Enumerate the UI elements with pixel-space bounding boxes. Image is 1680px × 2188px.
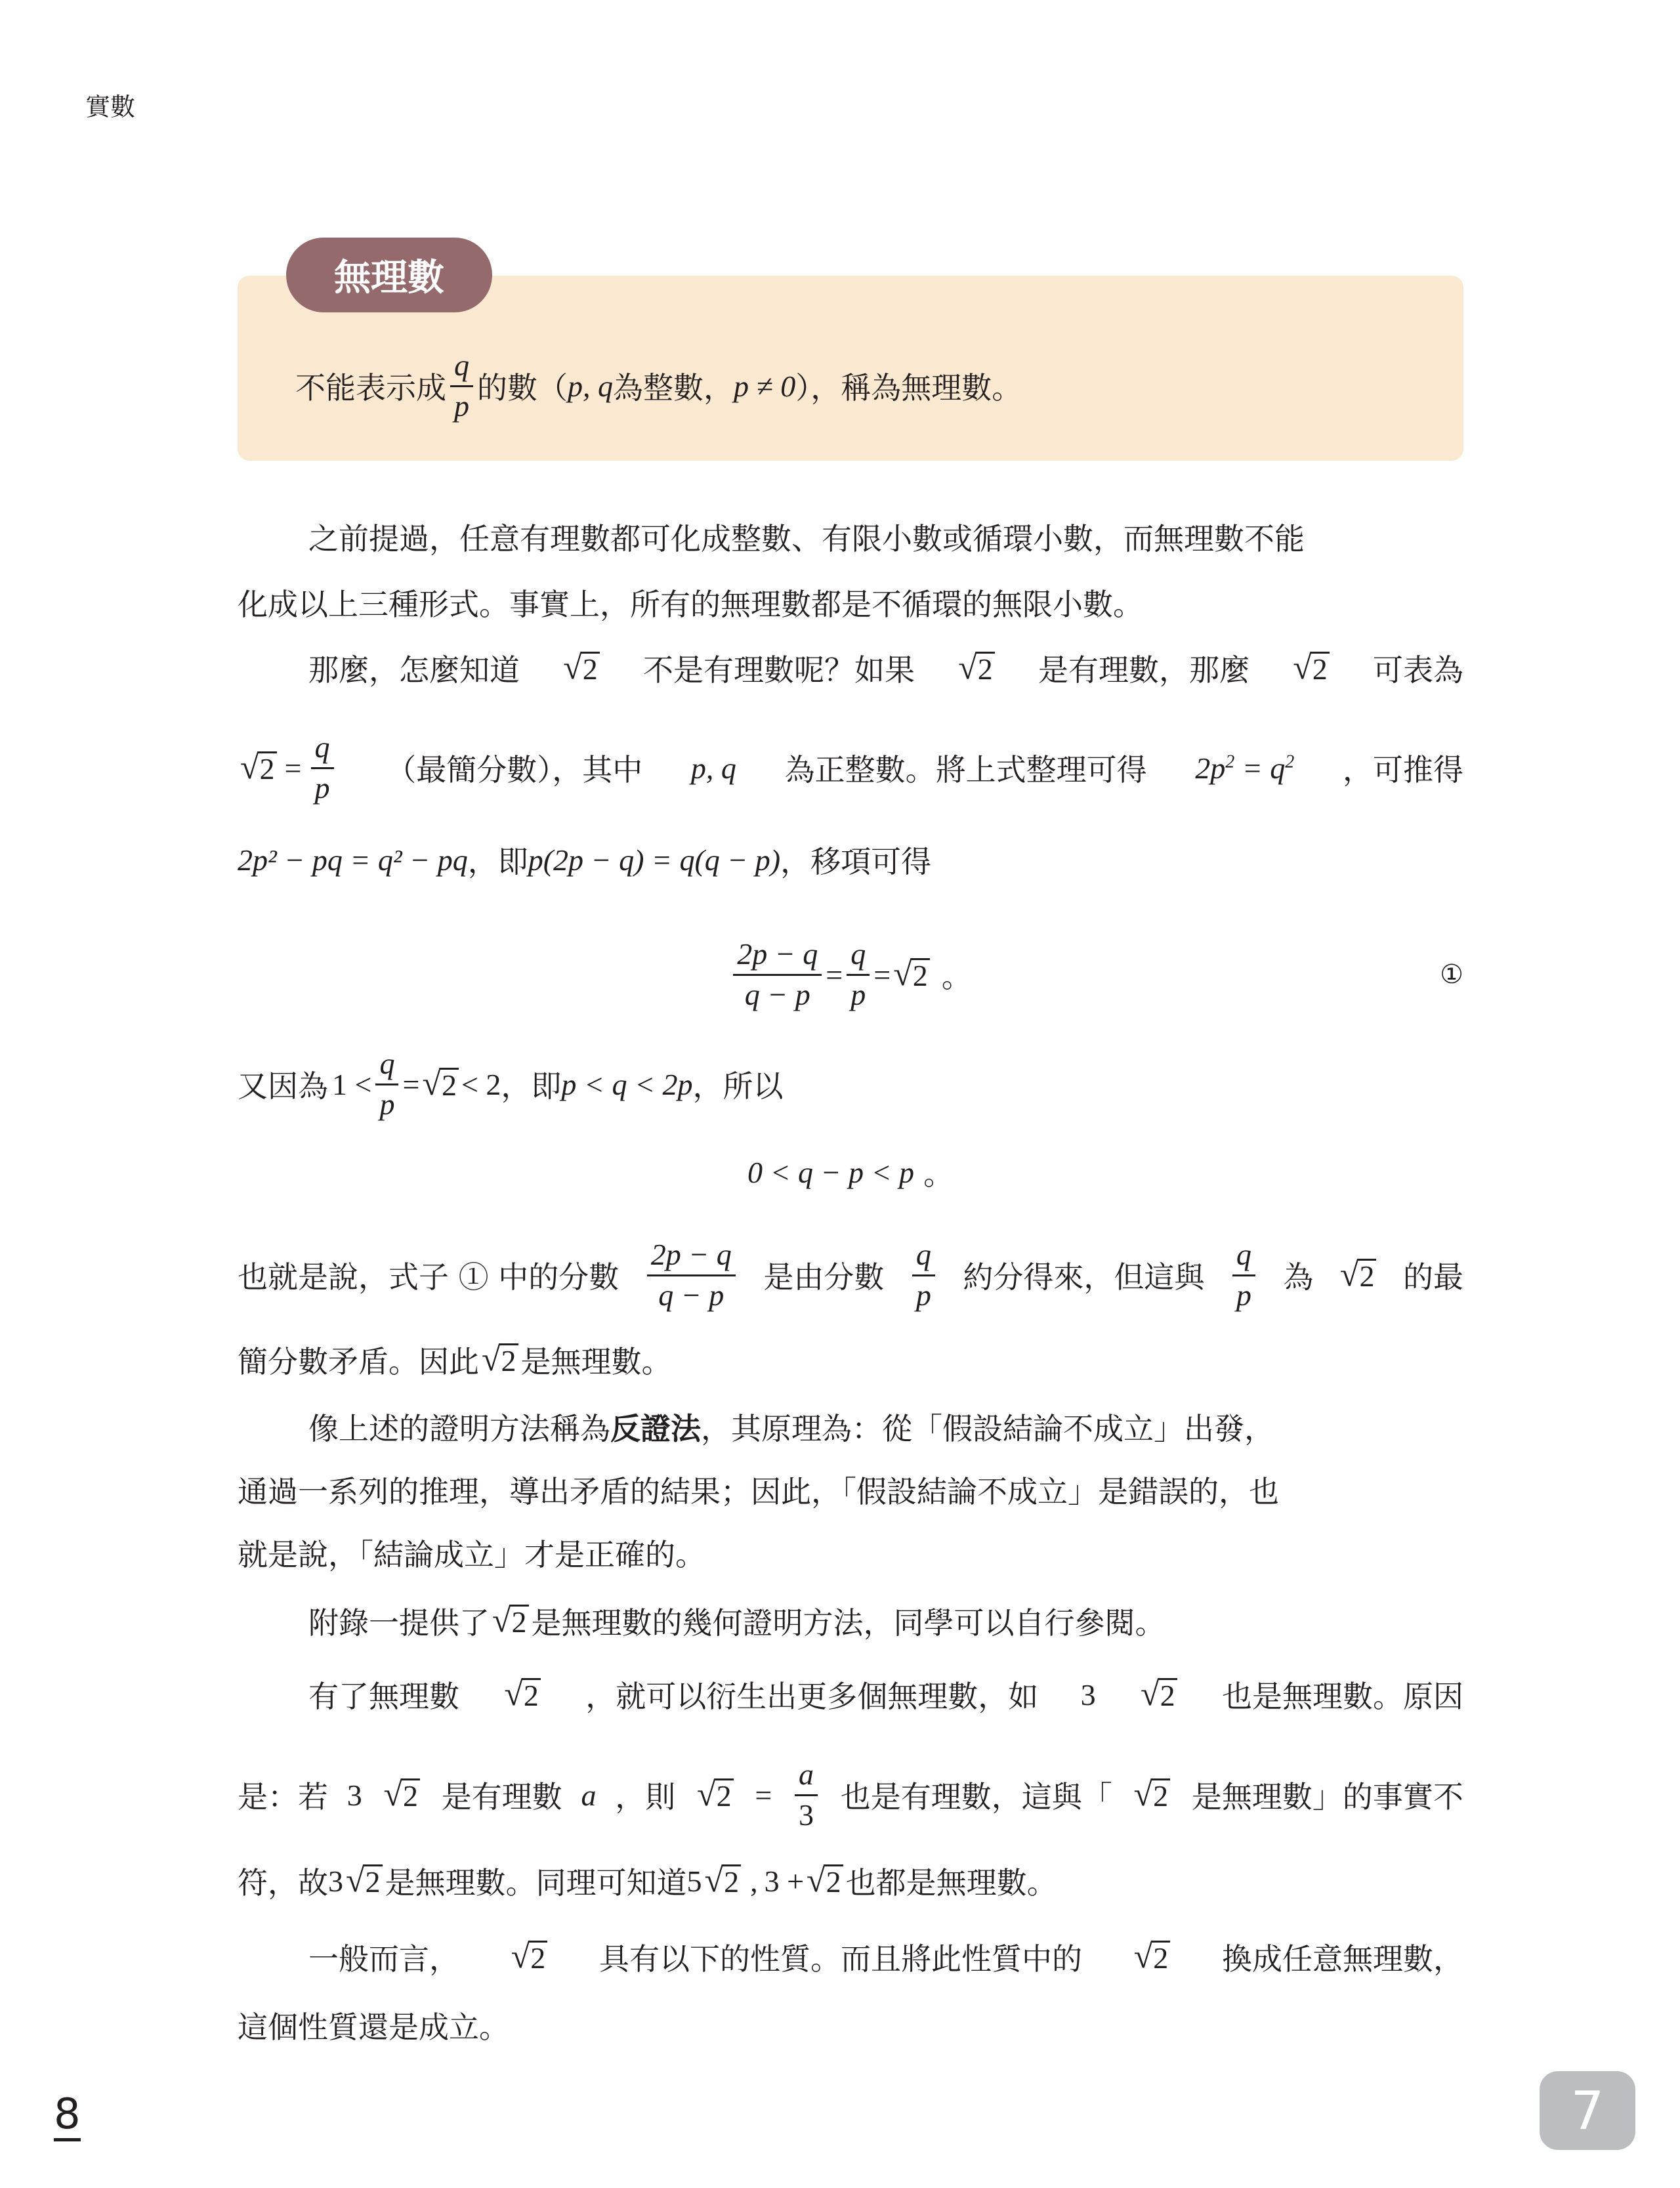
page-number-right: 7 [1540, 2071, 1635, 2150]
paragraph-8-line-1: 一般而言， √ 2 具有以下的性質。而且將此性質中的 √ 2 換成任意無理數， [308, 1938, 1463, 1977]
math-pq: p, q [568, 369, 613, 403]
page-number-left: 8 [54, 2093, 81, 2141]
definition-text-d: ），稱為無理數。 [795, 370, 1022, 406]
definition-text-a: 不能表示成 [295, 370, 446, 406]
definition-title: 無理數 [286, 238, 492, 312]
paragraph-7-line-1: 有了無理數 √ 2 ，就可以衍生出更多個無理數，如 3 √ 2 也是無理數。原因 [308, 1675, 1463, 1714]
paragraph-6: 附錄一提供了 √ 2 是無理數的幾何證明方法，同學可以自行參閱。 [308, 1602, 1166, 1641]
equation-2: 0 < q − p < p 。 [747, 1155, 954, 1192]
paragraph-1-line-2: 化成以上三種形式。事實上，所有的無理數都是不循環的無限小數。 [238, 587, 1143, 622]
paragraph-2-line-1: 那麼，怎麼知道 √ 2 不是有理數呢？如果 √ 2 是有理數，那麼 √ 2 可表為 [308, 649, 1463, 688]
paragraph-2-line-3: 2p² − pq = q² − pq ，即 p(2p − q) = q(q − p) ，移項可得 [238, 843, 932, 879]
paragraph-7-line-3: 符，故 3 √ 2 是無理數。同理可知道 5 √ 2 , 3 + √ 2 也都是無理數。 [238, 1862, 1057, 1901]
definition-text-b: 的數（ [477, 370, 568, 406]
definition-text-c: 為整數， [613, 370, 734, 406]
paragraph-5-line-1: 像上述的證明方法稱為 反證法 ，其原理為：從「假設結論不成立」出發， [238, 1387, 1463, 1466]
definition-text [238, 347, 1463, 425]
paragraph-4-line-1: 也就是說，式子 ① 中的分數 $\frac{2p - q}{q - p}$ 是由分數 $\frac{q}{p}$ 約分得來，但這與 $\frac{q}{p}$ 為 √ 2 的最 [238, 1237, 1463, 1312]
equation-1: $\frac{2p - q}{q - p}$ = $\frac{q}{p}$ = √ 2 。 ① [238, 925, 1463, 1024]
term-proof-by-contradiction: 反證法 [610, 1411, 701, 1446]
paragraph-4-line-2: 簡分數矛盾。因此 √ 2 是無理數。 [238, 1341, 672, 1379]
paragraph-7-line-2: 是：若 3 √ 2 是有理數 a ，則 √ 2 = $\frac{a}{3}$ 也是有理數，這與「 √ 2 是無理數」的事實不 [238, 1757, 1463, 1832]
paragraph-5-line-2: 通過一系列的推理，導出矛盾的結果；因此，「假設結論不成立」是錯誤的，也 [238, 1474, 1279, 1509]
math-condition: p ≠ 0 [734, 369, 796, 403]
equation-label: ① [1440, 959, 1463, 990]
paragraph-8-line-2: 這個性質還是成立。 [238, 2009, 509, 2045]
paragraph-1-line-1: 之前提過，任意有理數都可化成整數、有限小數或循環小數，而無理數不能 [308, 521, 1305, 557]
paragraph-5-line-3: 就是說，「結論成立」才是正確的。 [238, 1537, 705, 1572]
paragraph-2-line-2: √ 2 = $\frac{q}{p}$ （最簡分數），其中 p, q 為正整數。將上式整理可得 $2p^2 = q^2$ ，可推得 [240, 730, 1463, 805]
fraction-q-over-p: $\frac{q}{p}$ [450, 349, 473, 423]
running-head: 實數 [85, 93, 136, 121]
paragraph-3: 又因為 1 < $\frac{q}{p}$ = √ 2 < 2 ，即 p < q < 2p ，所以 [238, 1046, 784, 1121]
